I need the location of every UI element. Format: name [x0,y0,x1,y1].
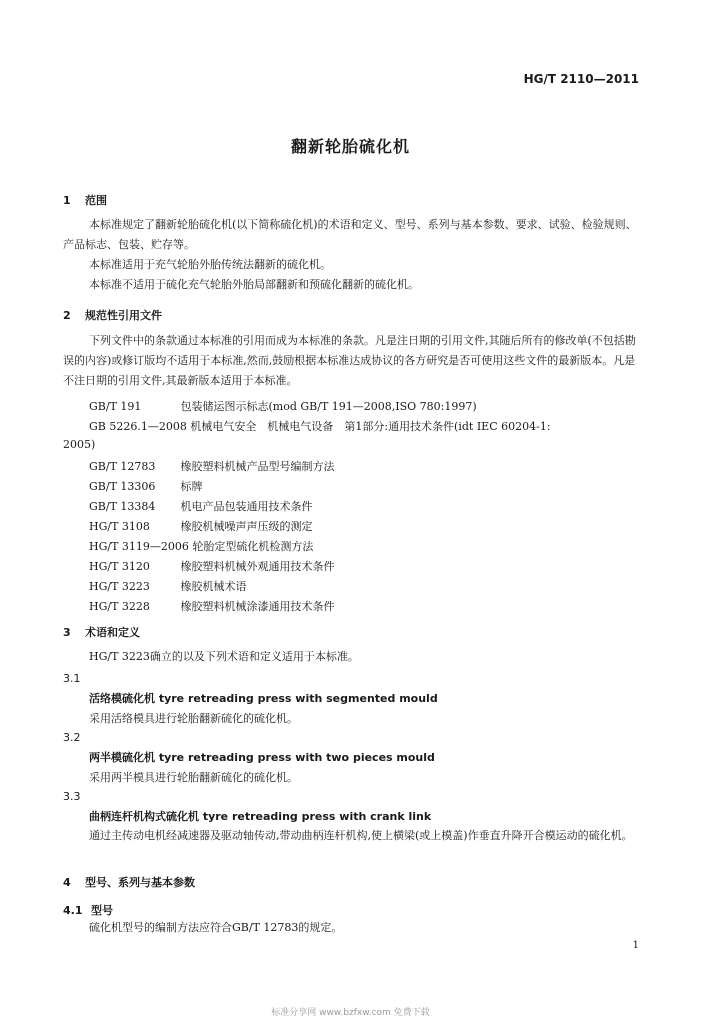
section-2-heading [63,307,162,323]
reference-item: HG/T 3223 橡胶机械术语 [89,580,247,593]
section-3-heading [63,624,140,640]
section-1-heading [63,192,107,208]
standard-code: HG/T 2110—2011 [523,72,639,86]
section-title: 规范性引用文件 [85,309,162,322]
term-definition: 通过主传动电机经减速器及驱动轴传动,带动曲柄连杆机构,使上横梁(或上模盖)作垂直升降开合模运动的硫化机。 [89,829,633,842]
term-name: 活络模硫化机 tyre retreading press with segmented mould [89,692,438,705]
term-definition: 采用两半模具进行轮胎翻新硫化的硫化机。 [89,771,298,784]
reference-item: HG/T 3228 橡胶塑料机械涂漆通用技术条件 [89,600,335,613]
term-name: 两半模硫化机 tyre retreading press with two pieces mould [89,751,435,764]
section-1-paragraph-3: 本标准不适用于硫化充气轮胎外胎局部翻新和预硫化翻新的硫化机。 [89,278,419,291]
section-title: 型号、系列与基本参数 [85,876,195,889]
reference-item: HG/T 3108 橡胶机械噪声声压级的测定 [89,520,313,533]
subsection-4-1-heading [63,902,113,918]
page-number: 1 [632,940,639,951]
reference-item: HG/T 3120 橡胶塑料机械外观通用技术条件 [89,560,335,573]
section-title: 范围 [85,194,107,207]
section-number: 3 [63,626,71,639]
subsection-title: 型号 [91,904,113,917]
section-number: 4 [63,876,71,889]
term-number: 3.2 [63,731,81,744]
reference-item: GB/T 12783 橡胶塑料机械产品型号编制方法 [89,460,335,473]
section-3-intro: HG/T 3223确立的以及下列术语和定义适用于本标准。 [89,650,359,663]
section-number: 1 [63,194,71,207]
reference-item: GB/T 13306 标牌 [89,480,203,493]
reference-item: HG/T 3119—2006 轮胎定型硫化机检测方法 [89,540,314,553]
section-number: 2 [63,309,71,322]
section-title: 术语和定义 [85,626,140,639]
term-number: 3.1 [63,672,81,685]
section-1-paragraph-2: 本标准适用于充气轮胎外胎传统法翻新的硫化机。 [89,258,331,271]
term-number: 3.3 [63,790,81,803]
reference-item: GB 5226.1—2008 机械电气安全 机械电气设备 第1部分:通用技术条件(idt IEC 60204-1: [89,420,551,433]
subsection-number: 4.1 [63,904,83,917]
term-name: 曲柄连杆机构式硫化机 tyre retreading press with crank link [89,810,432,823]
subsection-4-1-text: 硫化机型号的编制方法应符合GB/T 12783的规定。 [89,921,343,934]
section-4-heading [63,874,195,890]
reference-item-continuation: 2005) [63,438,96,451]
document-title: 翻新轮胎硫化机 [290,137,410,156]
term-definition: 采用活络模具进行轮胎翻新硫化的硫化机。 [89,712,298,725]
section-2-intro: 下列文件中的条款通过本标准的引用而成为本标准的条款。凡是注日期的引用文件,其随后所有的修改单(不包括勘误的内容)或修订版均不适用于本标准,然而,鼓励根据本标准达成协议的各方研究是否可使用这些文件的最新版本。凡是不注日期的引用文件,其最新版本适用于本标准。 [63,334,636,387]
watermark-footer: 标准分享网 www.bzfxw.com 免费下载 [271,1008,430,1018]
section-1-paragraph-1: 本标准规定了翻新轮胎硫化机(以下简称硫化机)的术语和定义、型号、系列与基本参数、要求、试验、检验规则、产品标志、包装、贮存等。 [63,218,637,251]
reference-item: GB/T 191 包装储运图示标志(mod GB/T 191—2008,ISO 780:1997) [89,400,477,413]
reference-item: GB/T 13384 机电产品包装通用技术条件 [89,500,313,513]
